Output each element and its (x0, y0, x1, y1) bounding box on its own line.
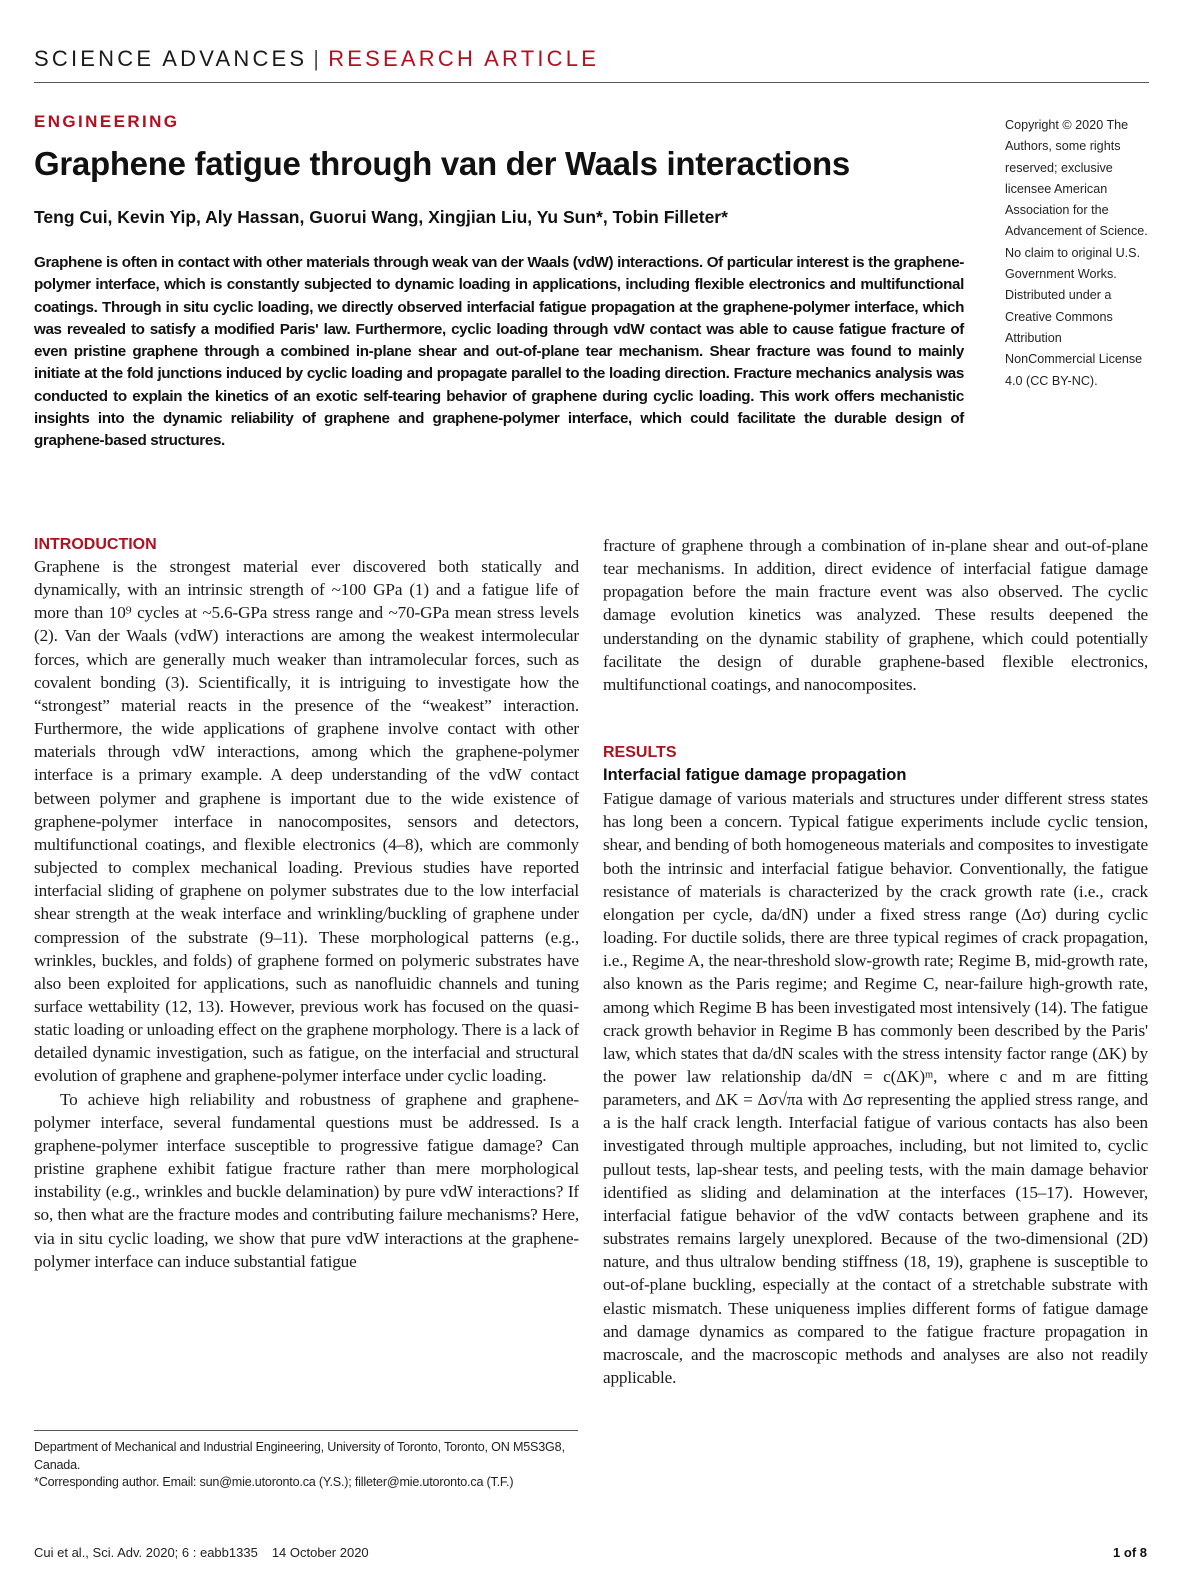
journal-name: SCIENCE ADVANCES (34, 46, 308, 71)
affiliation: Department of Mechanical and Industrial Engineering, University of Toronto, Toronto, ON M5S3G8, Canada. (34, 1440, 565, 1472)
intro-paragraph-2: To achieve high reliability and robustness of graphene and graphene-polymer interface, several fundamental questions must be addressed. Is a graphene-polymer interface susceptible to progressive fatigue damage? Can pristine graphene exhibit fatigue fracture rather than mere morphological instability (e.g., wrinkles and buckle delamination) by pure vdW interactions? If so, then what are the fracture modes and contributing failure mechanisms? Here, via in situ cyclic loading, we show that pure vdW interactions at the graphene-polymer interface can induce substantial fatigue (34, 1089, 579, 1271)
publication-date: 14 October 2020 (271, 1545, 369, 1560)
section-heading-results: RESULTS (603, 744, 677, 762)
corresponding-author: *Corresponding author. Email: sun@mie.utoronto.ca (Y.S.); filleter@mie.utoronto.ca (T.F.) (34, 1475, 514, 1489)
right-column (603, 534, 1148, 1389)
article-type: RESEARCH ARTICLE (328, 46, 600, 71)
citation-footer (34, 1545, 369, 1560)
left-column (34, 534, 579, 1273)
copyright-notice: Copyright © 2020 The Authors, some rights reserved; exclusive licensee American Association for the Advancement of Science. No claim to original U.S. Government Works. Distributed under a Creative Commons Attribution NonCommercial License 4.0 (CC BY-NC). (1005, 118, 1148, 388)
journal-header (34, 46, 599, 72)
footnotes (34, 1439, 582, 1492)
page-number: 1 of 8 (1113, 1545, 1147, 1560)
article-title: Graphene fatigue through van der Waals interactions (34, 145, 850, 182)
results-paragraph-1: Fatigue damage of various materials and structures under different stress states has long been a concern. Typical fatigue experiments include cyclic tension, shear, and bending of both homogeneous materials and composites to investigate both the intrinsic and interfacial fatigue behavior. Conventionally, the fatigue resistance of materials is characterized by the crack growth rate (i.e., crack elongation per cycle, da/dN) under a fixed stress range (Δσ) during cyclic loading. For ductile solids, there are three typical regimes of crack propagation, i.e., Regime A, the near-threshold slow-growth rate; Regime B, mid-growth rate, also known as the Paris regime; and Regime C, near-failure high-growth rate, among which Regime B has been investigated most intensively (14). The fatigue crack growth behavior in Regime B has commonly been described by the Paris' law, which states that da/dN scales with the stress intensity factor range (ΔK) by the power law relationship da/dN = c(ΔK)ᵐ, where c and m are fitting parameters, and ΔK = Δσ√πa with Δσ representing the applied stress range, and a is the half crack length. Interfacial fatigue of various contacts has also been investigated through multiple approaches, including, but not limited to, cyclic pullout tests, lap-shear tests, and peeling tests, with the main damage behavior identified as sliding and delamination at the interfaces (15–17). However, interfacial fatigue behavior of the vdW contacts between graphene and its substrates remains largely unexplored. Because of the two-dimensional (2D) nature, and thus ultralow bending stiffness (18, 19), graphene is susceptible to out-of-plane buckling, especially at the contact of a stretchable substrate with elastic mismatch. These uniqueness implies different forms of fatigue damage and damage dynamics as compared to the fatigue fracture propagation in macroscale, and the macroscopic methods and analyses are also not readily applicable. (603, 789, 1148, 1387)
abstract: Graphene is often in contact with other materials through weak van der Waals (vdW) interactions. Of particular interest is the graphene-polymer interface, which is constantly subjected to dynamic loading in applications, including flexible electronics and multifunctional coatings. Through in situ cyclic loading, we directly observed interfacial fatigue propagation at the graphene-polymer interface, which was revealed to satisfy a modified Paris' law. Furthermore, cyclic loading through vdW contact was able to cause fatigue fracture of even pristine graphene through a combined in-plane shear and out-of-plane tear mechanism. Shear fracture was found to mainly initiate at the fold junctions induced by cyclic loading and propagate parallel to the loading direction. Fracture mechanics analysis was conducted to explain the kinetics of an exotic self-tearing behavior of graphene during cyclic loading. This work offers mechanistic insights into the dynamic reliability of graphene and graphene-polymer interface, which could facilitate the durable design of graphene-based structures. (34, 254, 964, 450)
header-separator: | (313, 46, 323, 71)
subsection-heading: Interfacial fatigue damage propagation (603, 766, 907, 785)
article-category: ENGINEERING (34, 112, 180, 131)
section-heading-introduction: INTRODUCTION (34, 536, 157, 553)
citation: Cui et al., Sci. Adv. 2020; 6 : eabb1335 (34, 1545, 258, 1560)
author-list: Teng Cui, Kevin Yip, Aly Hassan, Guorui Wang, Xingjian Liu, Yu Sun*, Tobin Filleter* (34, 207, 728, 227)
intro-paragraph-1: Graphene is the strongest material ever discovered both statically and dynamically, with an intrinsic strength of ~100 GPa (1) and a fatigue life of more than 10⁹ cycles at ~5.6-GPa stress range and ~70-GPa mean stress levels (2). Van der Waals (vdW) interactions are among the weakest intermolecular forces, which are generally much weaker than intramolecular forces, such as covalent bonding (3). Scientifically, it is intriguing to investigate how the “strongest” material reacts in the presence of the “weakest” interaction. Furthermore, the wide applications of graphene involve contact with other materials through vdW interactions, among which the graphene-polymer interface is a primary example. A deep understanding of the vdW contact between polymer and graphene is important due to the wide existence of graphene-polymer interface in nanocomposites, sensors and detectors, multifunctional coatings, and flexible electronics (4–8), which are commonly subjected to complex mechanical loading. Previous studies have reported interfacial sliding of graphene on polymer substrates due to the low interfacial shear strength at the weak interface and wrinkling/buckling of graphene under compression of the substrate (9–11). These morphological patterns (e.g., wrinkles, buckles, and folds) of graphene formed on polymeric substrates have also been exploited for applications, such as nanofluidic channels and tuning surface wettability (12, 13). However, previous work has focused on the quasi-static loading or unloading effect on the graphene morphology. There is a lack of detailed dynamic investigation, such as fatigue, on the interfacial and structural evolution of graphene and graphene-polymer interface under cyclic loading. (34, 557, 579, 1086)
footnote-divider (34, 1430, 578, 1431)
intro-paragraph-2-continued: fracture of graphene through a combination of in-plane shear and out-of-plane tear mechanisms. In addition, direct evidence of interfacial fatigue damage propagation before the main fracture event was also observed. The cyclic damage evolution kinetics was analyzed. These results deepened the understanding on the dynamic stability of graphene, which could potentially facilitate the design of durable graphene-based flexible electronics, multifunctional coatings, and nanocomposites. (603, 536, 1148, 694)
header-divider (34, 82, 1149, 83)
